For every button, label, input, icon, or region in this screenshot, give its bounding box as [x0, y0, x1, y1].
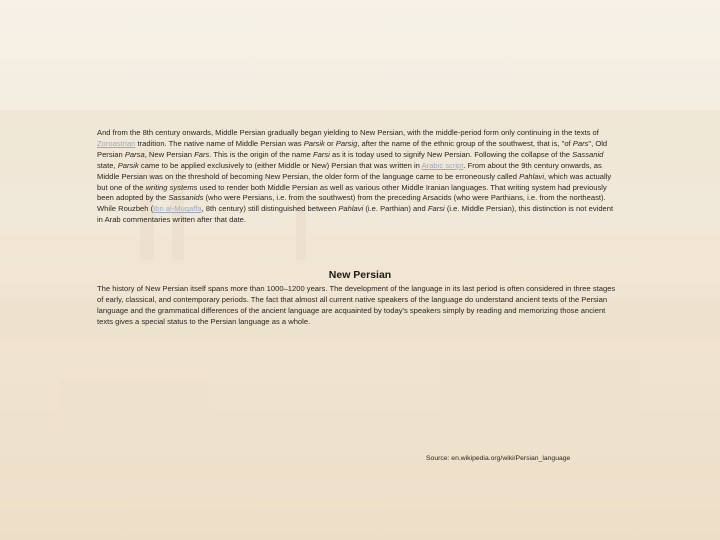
text-run: or	[324, 138, 336, 148]
text-run: . This is the origin of the name	[209, 149, 313, 159]
source-citation: Source: en.wikipedia.org/wiki/Persian_language	[426, 455, 571, 462]
italic-term: writing systems	[145, 182, 198, 192]
text-run: (i.e. Parthian) and	[363, 204, 428, 214]
text-run: , New Persian	[144, 149, 195, 159]
italic-term: Farsi	[312, 149, 330, 159]
wiki-link[interactable]: Arabic script	[421, 160, 464, 170]
italic-term: Parsig	[335, 138, 358, 148]
text-run: came to be applied exclusively to (either Middle or New) Persian that was written in	[138, 160, 422, 170]
text-run: (who were Persians, i.e. from the southwest) from the preceding Arsacids (who were Parthians, i.e. from the northeast). While Rouzbeh (	[97, 193, 606, 214]
italic-term: Pahlavi	[338, 204, 364, 214]
text-run: , which was actually but one of the	[97, 171, 612, 192]
section-heading: New Persian	[328, 269, 392, 281]
italic-term: Sassanid	[572, 149, 604, 159]
italic-term: Parsik	[117, 160, 139, 170]
italic-term: Sassanids	[168, 193, 204, 203]
text-run: used to render both Middle Persian as well as various other Middle Iranian languages. That writing system had previously been adopted by the	[97, 182, 607, 203]
text-run: (i.e. Middle Persian), this distinction is not evident in Arab commentaries written after that date.	[97, 204, 614, 225]
wiki-link[interactable]: Zoroastrian	[97, 138, 136, 148]
wiki-link[interactable]: Ibn al-Muqaffa	[153, 204, 202, 214]
text-run: ", Old Persian	[97, 138, 608, 159]
text-run: state,	[97, 160, 118, 170]
italic-term: Parsa	[124, 149, 145, 159]
italic-term: Pars	[572, 138, 589, 148]
text-run: . From about the 9th century onwards, as Middle Persian was on the threshold of becoming New Persian, the older form of the language came to be erroneously called	[97, 160, 602, 181]
italic-term: Parsik	[303, 138, 325, 148]
text-run: , 8th century) still distinguished between	[201, 204, 339, 214]
italic-term: Pahlavi	[519, 171, 545, 181]
text-run: And from the 8th century onwards, Middle Persian gradually began yielding to New Persian, with the middle-period form only continuing in the texts of	[97, 128, 599, 137]
text-run: , after the name of the ethnic group of the southwest, that is, "of	[357, 138, 573, 148]
text-run: tradition. The native name of Middle Persian was	[135, 138, 304, 148]
paragraph-new-persian	[97, 284, 617, 328]
paragraph-middle-persian	[97, 128, 617, 226]
text-run: The history of New Persian itself spans more than 1000–1200 years. The development of the language in its last period is often considered in three stages of early, classical, and contemporary periods. The fact that almost all current native speakers of the language do understand ancient texts of the Persian language and the grammatical differences of the ancient language are acquainted by today's speakers simply by reading and memorizing those ancient texts gives a special status to the Persian language as a whole.	[97, 284, 616, 326]
italic-term: Farsi	[427, 204, 445, 214]
italic-term: Fars	[194, 149, 210, 159]
text-run: as it is today used to signify New Persian. Following the collapse of the	[329, 149, 573, 159]
